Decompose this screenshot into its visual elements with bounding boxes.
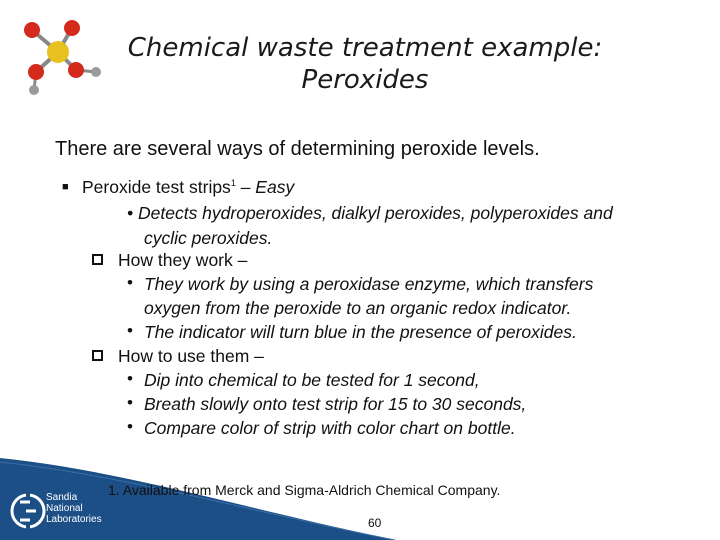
- detects-line-1: • Detects hydroperoxides, dialkyl peroxides, polyperoxides and: [127, 203, 613, 223]
- bullet-dot-icon: •: [127, 393, 133, 412]
- footnote: 1. Available from Merck and Sigma-Aldrich Chemical Company.: [108, 482, 501, 498]
- how-work-item-1: They work by using a peroxidase enzyme, which transfers: [144, 274, 594, 294]
- page-number: 60: [368, 516, 382, 530]
- logo-text: [46, 492, 102, 525]
- square-bullet-icon: ■: [62, 181, 69, 193]
- bullet-dot-icon: •: [127, 369, 133, 388]
- how-use-item-1: Dip into chemical to be tested for 1 second,: [144, 370, 480, 390]
- how-use-heading: How to use them –: [118, 346, 264, 366]
- section-heading: [82, 177, 294, 198]
- molecule-image: [12, 12, 108, 96]
- checkbox-bullet-icon: [92, 350, 103, 361]
- bullet-dot-icon: •: [127, 417, 133, 436]
- intro-text: There are several ways of determining peroxide levels.: [55, 138, 540, 160]
- section-rest: – Easy: [235, 177, 295, 197]
- slide-title: [95, 32, 635, 96]
- detects-line-2: cyclic peroxides.: [144, 228, 273, 248]
- how-use-item-2: Breath slowly onto test strip for 15 to 30 seconds,: [144, 394, 527, 414]
- bullet-dot-icon: •: [127, 273, 133, 292]
- how-work-item-2: The indicator will turn blue in the presence of peroxides.: [144, 322, 577, 342]
- bullet-dot-icon: •: [127, 321, 133, 340]
- how-use-item-3: Compare color of strip with color chart on bottle.: [144, 418, 516, 438]
- title-line-1: Chemical waste treatment example:: [127, 33, 603, 63]
- title-line-2: Peroxides: [301, 65, 429, 95]
- section-label: Peroxide test strips: [82, 177, 231, 197]
- logo-line-1: Sandia: [46, 492, 78, 503]
- how-work-item-1-cont: oxygen from the peroxide to an organic redox indicator.: [144, 298, 572, 318]
- checkbox-bullet-icon: [92, 254, 103, 265]
- logo-line-2: National: [46, 503, 83, 514]
- footnote-ref: 1: [230, 178, 236, 189]
- how-work-heading: How they work –: [118, 250, 248, 270]
- logo-line-3: Laboratories: [46, 514, 102, 525]
